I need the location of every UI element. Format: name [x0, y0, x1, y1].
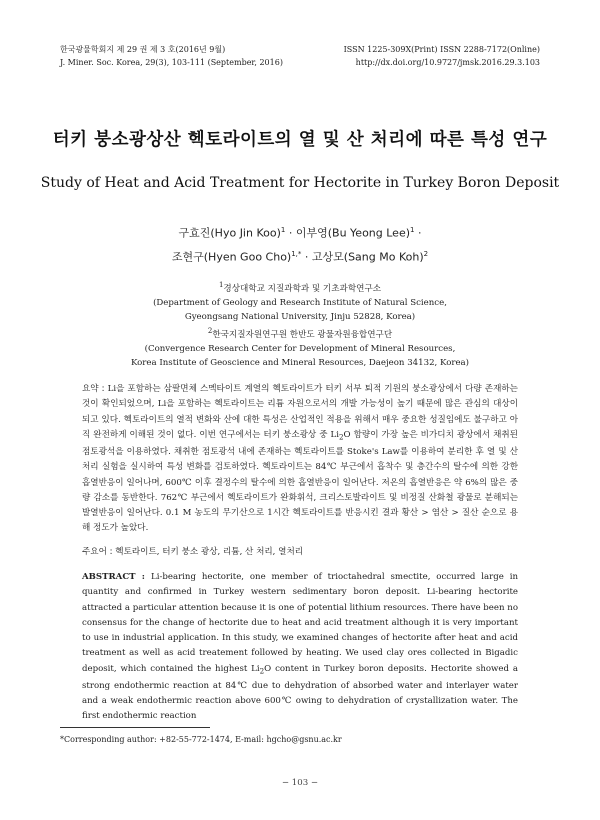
abstract-english-label: ABSTRACT :	[82, 572, 151, 582]
affiliation-2-english: (Convergence Research Center for Development of Mineral Resources,	[144, 343, 456, 354]
affiliation-1-korean: $^1$경상대학교 지질과학과 및 기초과학연구소	[218, 281, 382, 294]
abstract-korean-label: 요약 :	[82, 384, 108, 394]
author-name: 이부영(Bu Yeong Lee)	[295, 226, 411, 240]
journal-citation-korean: 한국광물학회지 제 29 권 제 3 호(2016년 9월)	[60, 45, 226, 54]
keywords-korean	[82, 545, 518, 557]
journal-header-right	[344, 44, 540, 69]
keywords-text: 헥토라이트, 터키 붕소 광상, 리튬, 산 처리, 열처리	[115, 547, 304, 557]
footnote-divider	[60, 727, 210, 728]
issn-line: ISSN 1225-309X(Print) ISSN 2288-7172(Online)	[343, 45, 540, 54]
corresponding-author-footnote: *Corresponding author: +82-55-772-1474, E-mail: hgcho@gsnu.ac.kr	[60, 735, 342, 744]
author-affiliation-mark: 1,*	[291, 249, 302, 258]
doi-link[interactable]: http://dx.doi.org/10.9727/jmsk.2016.29.3.103	[355, 57, 540, 67]
journal-header-left	[60, 44, 283, 69]
author-separator: ·	[301, 250, 312, 264]
affiliation-2-korean: $^2$한국지질자원연구원 한반도 광물자원융합연구단	[207, 326, 393, 340]
author-separator: ·	[414, 226, 422, 240]
subscript: 2	[259, 666, 265, 676]
affiliations	[0, 278, 600, 370]
author-list	[0, 220, 600, 267]
affiliation-2-english-address: Korea Institute of Geoscience and Mineral Resources, Daejeon 34132, Korea)	[130, 357, 470, 368]
subscript: 2	[338, 432, 344, 442]
author-line-1	[0, 220, 600, 244]
keywords-label: 주요어 :	[82, 547, 116, 557]
author-separator: ·	[285, 226, 296, 240]
author-affiliation-mark: 1	[280, 226, 286, 234]
affiliation-1-english: (Department of Geology and Research Institute of Natural Science,	[153, 297, 447, 308]
author-line-2	[0, 244, 600, 268]
title-english: Study of Heat and Acid Treatment for Hectorite in Turkey Boron Deposit	[40, 175, 560, 191]
page-number: − 103 −	[281, 778, 319, 788]
author-name: 고상모(Sang Mo Koh)	[311, 250, 424, 264]
author-name: 구효진(Hyo Jin Koo)	[178, 226, 281, 240]
abstract-english-text: Li-bearing hectorite, one member of trioctahedral smectite, occurred large in quantity and confirmed in Turkey western sedimentary boron deposit. Li-bearing hectorite attracted a particular attention because it is one of potential lithium resources. There have been no consensus for the change of hectorite due to heat and acid treatment although it is very important to use in industrial application. In this study, we examined changes of hectorite after heat and acid treatment as well as acid treatement followed by heating. We used clay ores collected in Bigadic deposit, which contained the highest Li	[82, 572, 519, 674]
title-korean: 터키 붕소광상산 헥토라이트의 열 및 산 처리에 따른 특성 연구	[52, 130, 548, 150]
author-affiliation-mark: 1	[410, 226, 415, 234]
author-affiliation-mark: 2	[423, 249, 429, 258]
author-name: 조현구(Hyen Goo Cho)	[171, 250, 292, 264]
affiliation-1-english-address: Gyeongsang National University, Jinju 52828, Korea)	[184, 311, 416, 322]
journal-citation-english: J. Miner. Soc. Korea, 29(3), 103-111 (September, 2016)	[60, 57, 283, 67]
abstract-korean	[82, 382, 518, 537]
abstract-english-text-cont: O content in Turkey boron deposits. Hectorite showed a strong endothermic reaction at 84℃ due to dehydration of absorbed water and interlayer water and a weak endothermic reaction above 600℃ owing to dehydration of crystallization water. The first endothermic reaction	[82, 663, 518, 722]
abstract-english	[82, 570, 518, 725]
abstract-korean-text: Li을 포함하는 삼팔면체 스멕타이트 계열의 헥토라이트가 터키 서부 퇴적 기원의 붕소광상에서 다량 존재하는 것이 확인되었으며, Li을 포함하는 헥토라이트는 리튬 자원으로서의 개발 가능성이 높기 때문에 많은 관심의 대상이 되고 있다. 헥토라이트의 열적 변화와 산에 대한 특성은 산업적인 적용을 위해서 매우 중요한 성질임에도 불구하고 아직 완전하게 이해된 것이 없다. 이번 연구에서는 터키 붕소광상 중 Li	[82, 384, 518, 440]
abstract-korean-text-cont: O 함량이 가장 높은 비가디치 광상에서 채취된 점토광석을 이용하였다. 채취한 점토광석 내에 존재하는 헥토라이트를 Stoke's Law를 이용하여 분리한 후 열 및 산 처리 실험을 실시하여 특성 변화를 검토하였다. 헥토라이트는 84℃ 부근에서 흡착수 및 층간수의 탈수에 의한 강한 흡열반응이 일어나며, 600℃ 이후 결정수의 탈수에 의한 흡열반응이 일어난다. 저온의 흡열반응은 약 6%의 많은 중량 감소를 동반한다. 762℃ 부근에서 헥토라이트가 완화휘석, 크리스토발라이트 및 비정질 산화철 광물로 분해되는 발열반응이 일어난다. 0.1 M 농도의 무기산으로 1시간 헥토라이트를 반응시킨 결과 황산 > 염산 > 질산 순으로 용해 정도가 높았다.	[82, 429, 518, 534]
